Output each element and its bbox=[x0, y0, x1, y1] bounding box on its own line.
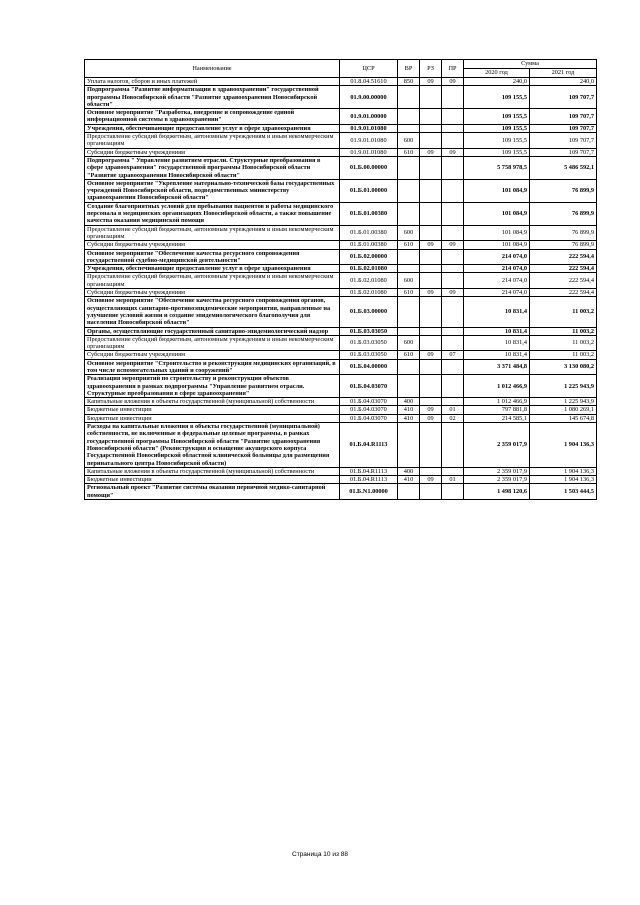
header-name: Наименование bbox=[85, 60, 340, 78]
row-name: Предоставление субсидий бюджетным, автономным учреждениям и иным некоммерческим организациям bbox=[85, 225, 340, 241]
row-sum-2021: 5 486 592,1 bbox=[530, 156, 597, 179]
row-pr bbox=[442, 359, 464, 375]
row-pr bbox=[442, 327, 464, 335]
header-year-2020: 2020 год bbox=[464, 69, 530, 78]
header-csr: ЦСР bbox=[340, 60, 398, 78]
row-csr: 01.Б.04.03070 bbox=[340, 414, 398, 422]
row-pr bbox=[442, 398, 464, 406]
row-vr bbox=[398, 484, 420, 500]
row-sum-2021: 11 003,2 bbox=[530, 351, 597, 359]
table-row bbox=[85, 476, 597, 484]
table-row bbox=[85, 359, 597, 375]
row-rz: 09 bbox=[420, 351, 442, 359]
row-sum-2020: 109 155,5 bbox=[464, 124, 530, 132]
header-year-2021: 2021 год bbox=[530, 69, 597, 78]
row-sum-2020: 2 359 017,9 bbox=[464, 467, 530, 475]
row-vr: 410 bbox=[398, 476, 420, 484]
row-pr: 01 bbox=[442, 406, 464, 414]
row-rz bbox=[420, 335, 442, 351]
row-csr: 01.Б.03.00000 bbox=[340, 297, 398, 327]
table-row bbox=[85, 133, 597, 149]
row-sum-2021: 1 503 444,5 bbox=[530, 484, 597, 500]
row-rz: 09 bbox=[420, 78, 442, 86]
row-vr bbox=[398, 179, 420, 202]
row-csr: 01.8.04.51610 bbox=[340, 78, 398, 86]
row-vr bbox=[398, 265, 420, 273]
budget-table bbox=[84, 59, 597, 500]
row-sum-2020: 109 155,5 bbox=[464, 148, 530, 156]
row-name: Бюджетные инвестиции bbox=[85, 476, 340, 484]
row-pr: 07 bbox=[442, 351, 464, 359]
row-csr: 01.Б.01.00380 bbox=[340, 202, 398, 225]
row-sum-2021: 11 003,2 bbox=[530, 335, 597, 351]
row-vr bbox=[398, 202, 420, 225]
row-sum-2020: 214 074,0 bbox=[464, 249, 530, 265]
row-sum-2020: 5 758 978,5 bbox=[464, 156, 530, 179]
row-sum-2020: 1 012 466,9 bbox=[464, 375, 530, 398]
row-name: Региональный проект "Развитие системы оказания первичной медико-санитарной помощи" bbox=[85, 484, 340, 500]
row-csr: 01.Б.04.03070 bbox=[340, 375, 398, 398]
table-row bbox=[85, 467, 597, 475]
row-rz bbox=[420, 86, 442, 109]
row-sum-2021: 76 899,9 bbox=[530, 202, 597, 225]
row-pr bbox=[442, 265, 464, 273]
table-row bbox=[85, 398, 597, 406]
row-sum-2021: 222 594,4 bbox=[530, 249, 597, 265]
row-sum-2021: 109 707,7 bbox=[530, 109, 597, 125]
row-name: Предоставление субсидий бюджетным, автономным учреждениям и иным некоммерческим организациям bbox=[85, 335, 340, 351]
row-sum-2020: 214 074,0 bbox=[464, 273, 530, 289]
row-vr bbox=[398, 359, 420, 375]
row-sum-2021: 240,0 bbox=[530, 78, 597, 86]
table-row bbox=[85, 327, 597, 335]
row-sum-2020: 101 084,9 bbox=[464, 202, 530, 225]
row-csr: 01.Б.04.00000 bbox=[340, 359, 398, 375]
table-row bbox=[85, 241, 597, 249]
row-pr bbox=[442, 109, 464, 125]
table-row bbox=[85, 351, 597, 359]
row-sum-2021: 222 594,4 bbox=[530, 265, 597, 273]
row-rz bbox=[420, 359, 442, 375]
row-rz bbox=[420, 124, 442, 132]
table-row bbox=[85, 414, 597, 422]
row-sum-2020: 214 074,0 bbox=[464, 289, 530, 297]
row-rz: 09 bbox=[420, 241, 442, 249]
row-pr: 09 bbox=[442, 78, 464, 86]
table-row bbox=[85, 484, 597, 500]
row-pr bbox=[442, 124, 464, 132]
row-sum-2021: 222 594,4 bbox=[530, 289, 597, 297]
row-sum-2020: 109 155,5 bbox=[464, 109, 530, 125]
row-csr: 01.Б.01.00380 bbox=[340, 241, 398, 249]
row-sum-2020: 109 155,5 bbox=[464, 133, 530, 149]
row-name: Реализация мероприятий по строительству и реконструкции объектов здравоохранения в рамках подпрограммы "Управление развитием отрасли. Структурные преобразования в сфере здравоохранения" bbox=[85, 375, 340, 398]
row-vr: 600 bbox=[398, 273, 420, 289]
row-rz bbox=[420, 375, 442, 398]
table-row bbox=[85, 124, 597, 132]
row-sum-2020: 10 831,4 bbox=[464, 327, 530, 335]
row-pr: 09 bbox=[442, 241, 464, 249]
row-sum-2021: 76 899,9 bbox=[530, 179, 597, 202]
row-csr: 01.9.00.00000 bbox=[340, 86, 398, 109]
row-name: Основное мероприятие "Разработка, внедрение и сопровождение единой информационной системы в здравоохранении" bbox=[85, 109, 340, 125]
row-sum-2021: 109 707,7 bbox=[530, 124, 597, 132]
row-pr: 01 bbox=[442, 476, 464, 484]
row-pr bbox=[442, 133, 464, 149]
row-vr: 610 bbox=[398, 148, 420, 156]
row-name: Учреждения, обеспечивающие предоставление услуг в сфере здравоохранения bbox=[85, 265, 340, 273]
row-pr bbox=[442, 297, 464, 327]
row-csr: 01.Б.04.03070 bbox=[340, 406, 398, 414]
header-vr: ВР bbox=[398, 60, 420, 78]
row-sum-2020: 10 831,4 bbox=[464, 297, 530, 327]
row-csr: 01.9.01.01080 bbox=[340, 148, 398, 156]
row-vr bbox=[398, 249, 420, 265]
row-vr bbox=[398, 423, 420, 468]
row-name: Предоставление субсидий бюджетным, автономным учреждениям и иным некоммерческим организациям bbox=[85, 133, 340, 149]
row-name: Субсидии бюджетным учреждениям bbox=[85, 241, 340, 249]
row-pr: 09 bbox=[442, 148, 464, 156]
row-vr bbox=[398, 327, 420, 335]
table-row bbox=[85, 406, 597, 414]
row-name: Уплата налогов, сборов и иных платежей bbox=[85, 78, 340, 86]
row-rz bbox=[420, 297, 442, 327]
row-sum-2020: 2 359 017,9 bbox=[464, 423, 530, 468]
row-sum-2020: 214 585,1 bbox=[464, 414, 530, 422]
row-vr bbox=[398, 124, 420, 132]
row-csr: 01.Б.N1.00000 bbox=[340, 484, 398, 500]
row-pr bbox=[442, 179, 464, 202]
row-name: Подпрограмма " Управление развитием отрасли. Структурные преобразования в сфере здравоохранения" государственной программы Новосибирской области "Развитие здравоохранения Новосибирской области" bbox=[85, 156, 340, 179]
row-name: Бюджетные инвестиции bbox=[85, 414, 340, 422]
row-rz bbox=[420, 327, 442, 335]
row-csr: 01.Б.02.01080 bbox=[340, 265, 398, 273]
row-name: Капитальные вложения в объекты государственной (муниципальной) собственности bbox=[85, 398, 340, 406]
row-rz bbox=[420, 273, 442, 289]
table-body bbox=[85, 78, 597, 500]
row-csr: 01.Б.04.R1113 bbox=[340, 476, 398, 484]
row-pr bbox=[442, 335, 464, 351]
row-vr: 850 bbox=[398, 78, 420, 86]
row-sum-2020: 101 084,9 bbox=[464, 225, 530, 241]
table-row bbox=[85, 423, 597, 468]
row-name: Основное мероприятие "Укрепление материально-технической базы государственных учреждений Новосибирской области, подведомственных министерству здравоохранения Новосибирской области" bbox=[85, 179, 340, 202]
row-rz bbox=[420, 398, 442, 406]
table-row bbox=[85, 156, 597, 179]
row-csr: 01.Б.03.03050 bbox=[340, 335, 398, 351]
header-rz: РЗ bbox=[420, 60, 442, 78]
row-pr bbox=[442, 273, 464, 289]
row-name: Субсидии бюджетным учреждениям bbox=[85, 351, 340, 359]
row-rz: 09 bbox=[420, 289, 442, 297]
row-name: Создание благоприятных условий для пребывания пациентов и работы медицинского персонала в медицинских организациях Новосибирской области, а также повышение качества оказания медицинской помощи bbox=[85, 202, 340, 225]
row-sum-2020: 1 012 466,9 bbox=[464, 398, 530, 406]
table-row bbox=[85, 375, 597, 398]
row-name: Основное мероприятие "Обеспечение качества ресурсного сопровождения органов, осуществляющих санитарно-противоэпидемические мероприятия, направленные на улучшение условий жизни и создание эпидемиологического благополучия для населения Новосибирской области" bbox=[85, 297, 340, 327]
row-pr bbox=[442, 86, 464, 109]
row-sum-2021: 1 225 943,9 bbox=[530, 375, 597, 398]
row-sum-2020: 10 831,4 bbox=[464, 351, 530, 359]
row-name: Капитальные вложения в объекты государственной (муниципальной) собственности bbox=[85, 467, 340, 475]
row-vr: 400 bbox=[398, 398, 420, 406]
table-row bbox=[85, 265, 597, 273]
row-vr: 610 bbox=[398, 289, 420, 297]
row-pr bbox=[442, 156, 464, 179]
row-sum-2021: 11 003,2 bbox=[530, 327, 597, 335]
row-rz: 09 bbox=[420, 148, 442, 156]
row-sum-2021: 76 899,9 bbox=[530, 225, 597, 241]
row-vr: 600 bbox=[398, 335, 420, 351]
row-pr bbox=[442, 225, 464, 241]
row-sum-2020: 1 498 120,6 bbox=[464, 484, 530, 500]
row-sum-2020: 3 371 484,8 bbox=[464, 359, 530, 375]
row-csr: 01.Б.01.00000 bbox=[340, 179, 398, 202]
row-sum-2021: 1 904 136,3 bbox=[530, 476, 597, 484]
row-csr: 01.Б.04.03070 bbox=[340, 398, 398, 406]
header-pr: ПР bbox=[442, 60, 464, 78]
row-name: Субсидии бюджетным учреждениям bbox=[85, 289, 340, 297]
row-sum-2020: 10 831,4 bbox=[464, 335, 530, 351]
row-pr bbox=[442, 375, 464, 398]
row-rz bbox=[420, 179, 442, 202]
row-name: Учреждения, обеспечивающие предоставление услуг в сфере здравоохранения bbox=[85, 124, 340, 132]
row-sum-2020: 101 084,9 bbox=[464, 179, 530, 202]
row-rz bbox=[420, 249, 442, 265]
row-vr: 600 bbox=[398, 133, 420, 149]
row-csr: 01.Б.03.03050 bbox=[340, 327, 398, 335]
row-csr: 01.Б.04.R1113 bbox=[340, 467, 398, 475]
row-pr bbox=[442, 249, 464, 265]
row-csr: 01.Б.04.R1113 bbox=[340, 423, 398, 468]
row-name: Расходы на капитальные вложения в объекты государственной (муниципальной) собственности, не включенные в федеральные целевые программы, в рамках государственной программы Новосибирской области "Развитие здравоохранения Новосибирской области" (Реконструкция и оснащение акушерского корпуса Государственной Новосибирской областной клинической больницы для размещения перинатального центра Новосибирской области) bbox=[85, 423, 340, 468]
row-vr bbox=[398, 297, 420, 327]
row-pr bbox=[442, 423, 464, 468]
row-vr: 410 bbox=[398, 414, 420, 422]
row-pr bbox=[442, 467, 464, 475]
row-csr: 01.Б.01.00380 bbox=[340, 225, 398, 241]
row-sum-2021: 222 594,4 bbox=[530, 273, 597, 289]
row-name: Органы, осуществляющие государственный санитарно-эпидемиологический надзор bbox=[85, 327, 340, 335]
row-sum-2021: 76 899,9 bbox=[530, 241, 597, 249]
table-row bbox=[85, 202, 597, 225]
table-row bbox=[85, 179, 597, 202]
row-csr: 01.Б.02.01080 bbox=[340, 273, 398, 289]
table-row bbox=[85, 335, 597, 351]
table-row bbox=[85, 297, 597, 327]
row-sum-2020: 109 155,5 bbox=[464, 86, 530, 109]
row-name: Основное мероприятие "Строительство и реконструкция медицинских организаций, в том числе вспомогательных зданий и сооружений" bbox=[85, 359, 340, 375]
row-rz bbox=[420, 133, 442, 149]
row-pr: 09 bbox=[442, 289, 464, 297]
row-csr: 01.Б.02.00000 bbox=[340, 249, 398, 265]
row-rz bbox=[420, 202, 442, 225]
table-row bbox=[85, 249, 597, 265]
row-name: Субсидии бюджетным учреждениям bbox=[85, 148, 340, 156]
row-pr bbox=[442, 202, 464, 225]
row-sum-2021: 11 003,2 bbox=[530, 297, 597, 327]
row-sum-2021: 1 225 943,9 bbox=[530, 398, 597, 406]
row-csr: 01.9.01.00000 bbox=[340, 109, 398, 125]
row-rz bbox=[420, 109, 442, 125]
header-sum: Сумма bbox=[464, 60, 597, 69]
row-sum-2020: 101 084,9 bbox=[464, 241, 530, 249]
row-rz: 09 bbox=[420, 476, 442, 484]
row-rz bbox=[420, 467, 442, 475]
row-sum-2021: 109 707,7 bbox=[530, 86, 597, 109]
row-sum-2021: 109 707,7 bbox=[530, 133, 597, 149]
table-row bbox=[85, 148, 597, 156]
row-pr bbox=[442, 484, 464, 500]
row-rz bbox=[420, 484, 442, 500]
row-vr: 610 bbox=[398, 351, 420, 359]
table-row bbox=[85, 225, 597, 241]
row-vr bbox=[398, 375, 420, 398]
row-vr bbox=[398, 86, 420, 109]
row-rz bbox=[420, 156, 442, 179]
page-number: Страница 10 из 88 bbox=[292, 851, 348, 858]
row-csr: 01.9.01.01080 bbox=[340, 133, 398, 149]
row-rz bbox=[420, 423, 442, 468]
row-sum-2021: 1 904 136,3 bbox=[530, 467, 597, 475]
row-name: Основное мероприятие "Обеспечение качества ресурсного сопровождения государственной судебно-медицинской деятельности" bbox=[85, 249, 340, 265]
row-vr bbox=[398, 156, 420, 179]
row-vr: 610 bbox=[398, 241, 420, 249]
row-csr: 01.Б.02.01080 bbox=[340, 289, 398, 297]
table-row bbox=[85, 289, 597, 297]
row-sum-2021: 145 674,8 bbox=[530, 414, 597, 422]
row-sum-2021: 1 904 136,3 bbox=[530, 423, 597, 468]
row-sum-2021: 109 707,7 bbox=[530, 148, 597, 156]
table-row bbox=[85, 273, 597, 289]
table-row bbox=[85, 78, 597, 86]
row-sum-2020: 240,0 bbox=[464, 78, 530, 86]
row-sum-2020: 2 359 017,9 bbox=[464, 476, 530, 484]
row-rz bbox=[420, 225, 442, 241]
row-rz: 09 bbox=[420, 414, 442, 422]
row-sum-2020: 797 881,8 bbox=[464, 406, 530, 414]
row-name: Предоставление субсидий бюджетным, автономным учреждениям и иным некоммерческим организациям bbox=[85, 273, 340, 289]
row-name: Подпрограмма "Развитие информатизации в здравоохранении" государственной программы Новосибирской области "Развитие здравоохранения Новосибирской области" bbox=[85, 86, 340, 109]
table-row bbox=[85, 109, 597, 125]
row-rz: 09 bbox=[420, 406, 442, 414]
row-vr: 400 bbox=[398, 467, 420, 475]
row-vr: 600 bbox=[398, 225, 420, 241]
row-csr: 01.9.01.01080 bbox=[340, 124, 398, 132]
row-sum-2021: 1 080 269,1 bbox=[530, 406, 597, 414]
row-sum-2020: 214 074,0 bbox=[464, 265, 530, 273]
table-row bbox=[85, 86, 597, 109]
row-vr: 410 bbox=[398, 406, 420, 414]
row-sum-2021: 3 130 080,2 bbox=[530, 359, 597, 375]
row-vr bbox=[398, 109, 420, 125]
row-csr: 01.Б.00.00000 bbox=[340, 156, 398, 179]
row-rz bbox=[420, 265, 442, 273]
row-pr: 02 bbox=[442, 414, 464, 422]
row-csr: 01.Б.03.03050 bbox=[340, 351, 398, 359]
row-name: Бюджетные инвестиции bbox=[85, 406, 340, 414]
